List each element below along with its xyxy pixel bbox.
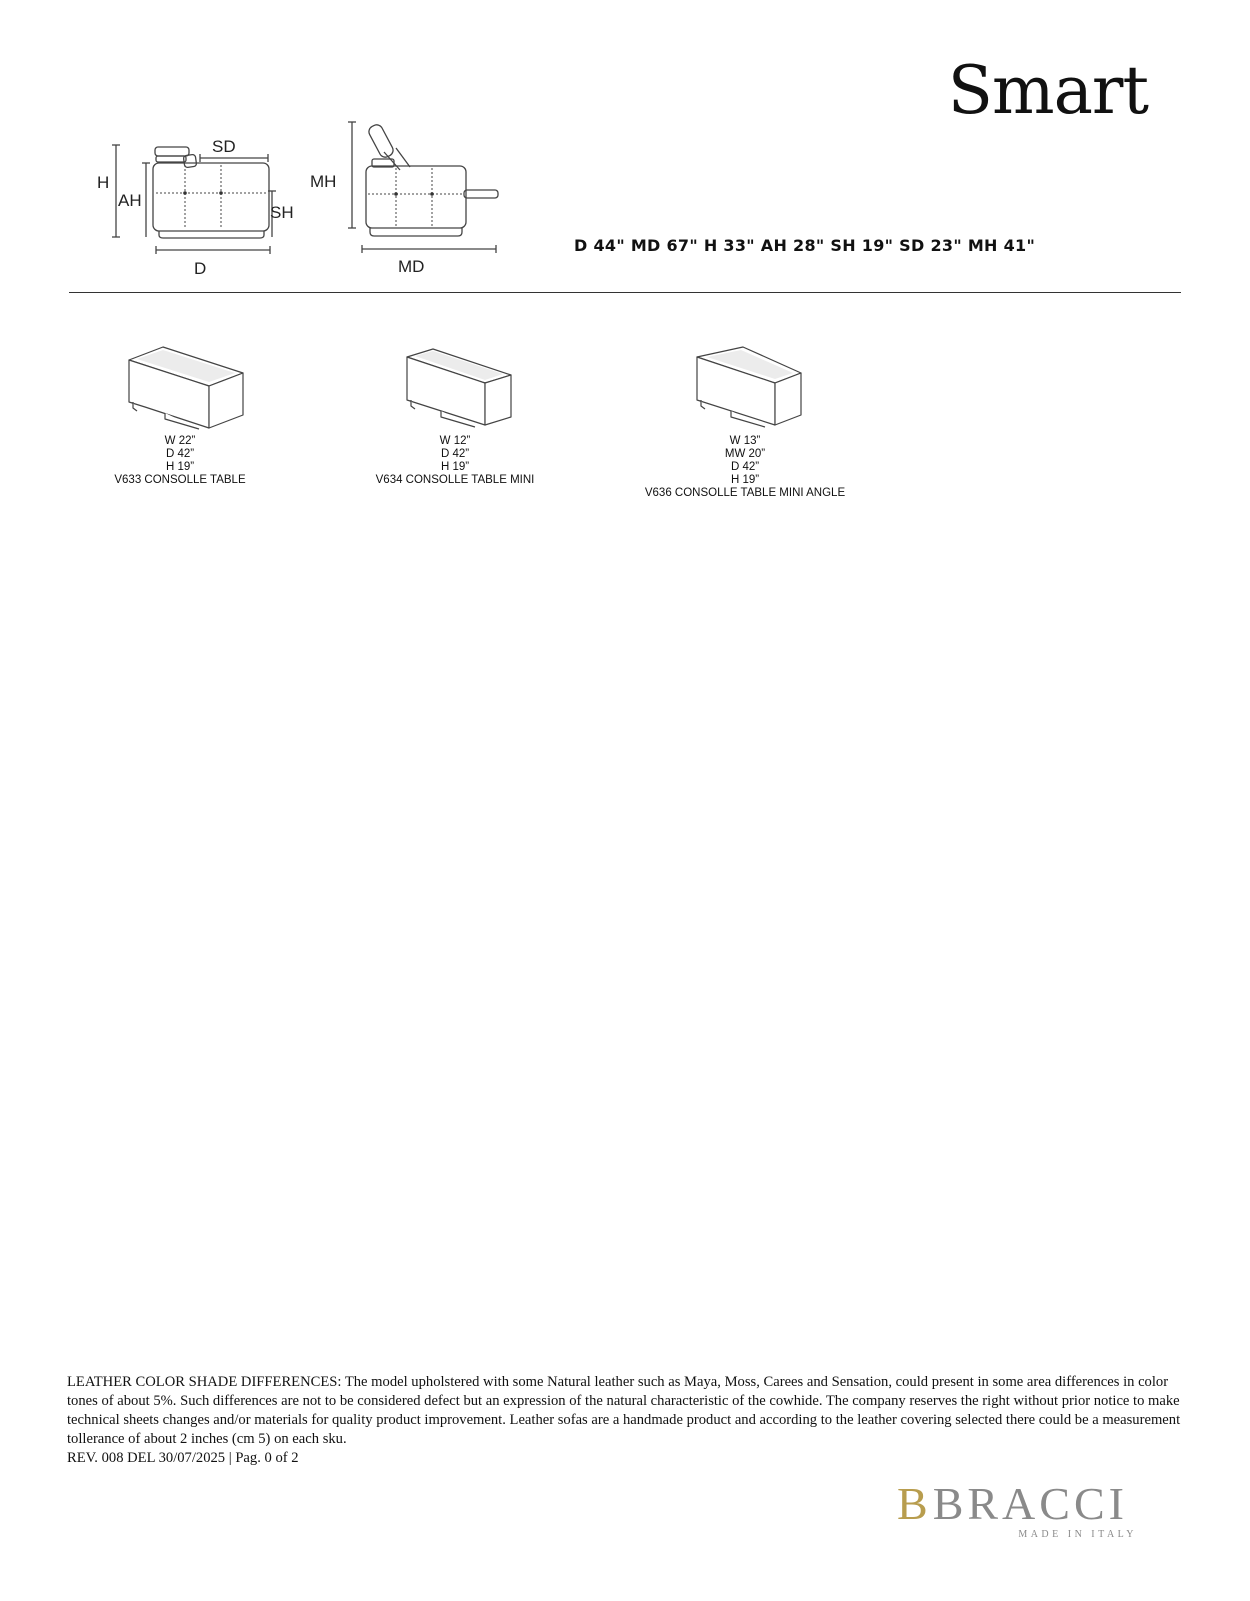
ah-label: AH <box>118 191 142 210</box>
logo-tagline: MADE IN ITALY <box>1018 1529 1137 1540</box>
logo-initial: B <box>897 1478 932 1529</box>
revision-line: REV. 008 DEL 30/07/2025 | Pag. 0 of 2 <box>67 1450 299 1466</box>
product-name: V636 CONSOLLE TABLE MINI ANGLE <box>644 487 846 499</box>
product-name: V634 CONSOLLE TABLE MINI <box>375 474 535 486</box>
page-title: Smart <box>947 52 1148 129</box>
mh-label: MH <box>310 172 337 191</box>
logo-wordmark: BRACCI <box>932 1478 1128 1529</box>
product-name: V633 CONSOLLE TABLE <box>114 474 246 486</box>
d-label: D <box>194 259 207 278</box>
h-label: H <box>97 173 110 192</box>
product-v636 <box>630 345 860 500</box>
side-view-diagram <box>90 125 294 285</box>
product-v633 <box>105 345 255 487</box>
recline-view-diagram <box>310 112 520 282</box>
spec-line: W 22” <box>164 435 196 447</box>
spec-line: W 13” <box>729 435 761 447</box>
sh-label: SH <box>270 203 294 222</box>
notice-paragraph: LEATHER COLOR SHADE DIFFERENCES: The model upholstered with some Natural leather such as Maya, Moss, Carees and Sensation, could present in some area differences in color tones of about 5%. Such differences are not to be considered defect but an expression of the natural characteristic of the cowhide. The company reserves the right without prior notice to make technical sheets changes and/or materials for quality product improvement. Leather sofas are a handmade product and according to the leather covering selected there could be a measurement tollerance of about 2 inches (cm 5) on each sku. <box>67 1374 1181 1447</box>
spec-line: H 19” <box>730 474 760 486</box>
spec-line: D 42” <box>440 448 470 460</box>
consolle-table-drawing <box>115 345 245 435</box>
product-v634 <box>370 345 540 487</box>
sd-label: SD <box>212 137 236 156</box>
spec-line: W 12” <box>439 435 471 447</box>
leather-notice <box>67 1373 1187 1468</box>
spec-line: D 42” <box>165 448 195 460</box>
md-label: MD <box>398 257 425 276</box>
dimensions-summary: D 44" MD 67" H 33" AH 28" SH 19" SD 23" MH 41" <box>574 236 1036 255</box>
consolle-table-mini-drawing <box>395 345 515 435</box>
spec-line: D 42” <box>730 461 760 473</box>
brand-logo <box>897 1478 1157 1540</box>
spec-line: H 19” <box>440 461 470 473</box>
spec-line: MW 20” <box>724 448 766 460</box>
spec-line: H 19” <box>165 461 195 473</box>
consolle-table-mini-angle-drawing <box>685 345 805 435</box>
section-divider <box>69 292 1181 293</box>
